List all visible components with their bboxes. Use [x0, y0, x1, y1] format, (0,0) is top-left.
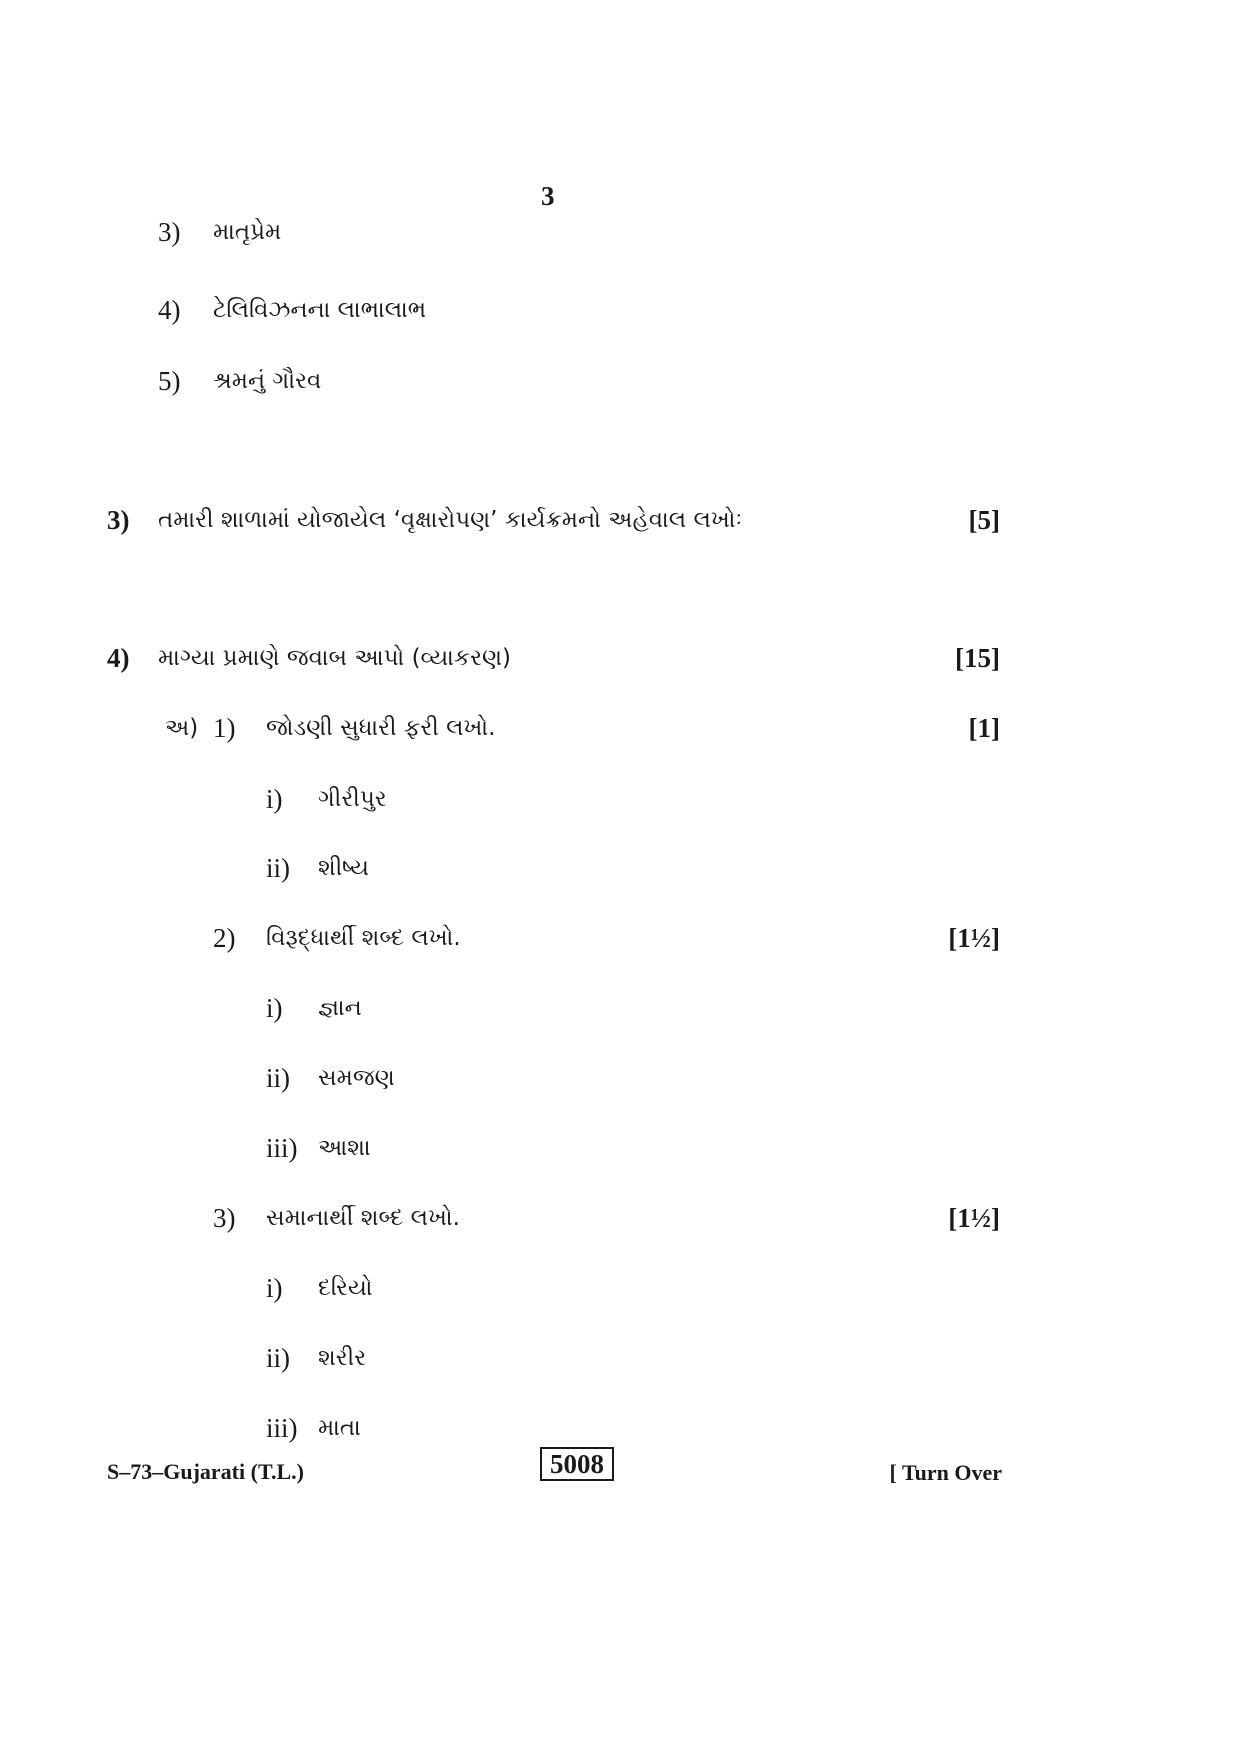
item-number: i) — [266, 993, 283, 1023]
item-number: i) — [266, 784, 283, 814]
item-number: ii) — [266, 853, 290, 883]
item-number: ii) — [266, 1063, 290, 1093]
part-marks: [1] — [968, 713, 1000, 743]
topic-text: ટેલિવિઝનના લાભાલાભ — [213, 297, 427, 323]
item-text: શરીર — [318, 1345, 367, 1371]
item-text: સમજણ — [318, 1065, 395, 1091]
item-number: iii) — [266, 1133, 298, 1163]
footer-turn-over: [ Turn Over — [889, 1460, 1002, 1485]
item-text: દરિયો — [318, 1275, 373, 1301]
question-marks: [5] — [968, 505, 1000, 535]
part-text: જોડણી સુધારી ફરી લખો. — [266, 715, 496, 741]
question-text: તમારી શાળામાં યોજાયેલ ‘વૃક્ષારોપણ’ કાર્યક્રમનો અહેવાલ લખોઃ — [158, 507, 743, 533]
topic-text: શ્રમનું ગૌરવ — [213, 368, 322, 394]
item-number: iii) — [266, 1413, 298, 1443]
footer-booklet-number: 5008 — [540, 1447, 614, 1481]
topic-number: 3) — [158, 217, 181, 247]
item-text: જ્ઞાન — [318, 995, 362, 1021]
item-text: શીષ્ય — [318, 855, 369, 881]
part-text: સમાનાર્થી શબ્દ લખો. — [266, 1205, 460, 1231]
item-text: આશા — [318, 1135, 371, 1161]
topic-number: 5) — [158, 366, 181, 396]
footer-paper-code: S–73–Gujarati (T.L.) — [107, 1459, 304, 1484]
topic-number: 4) — [158, 295, 181, 325]
part-marks: [1½] — [948, 923, 1000, 953]
part-marks: [1½] — [948, 1203, 1000, 1233]
question-marks: [15] — [955, 643, 1000, 673]
question-text: માગ્યા પ્રમાણે જવાબ આપો (વ્યાકરણ) — [158, 645, 512, 671]
item-number: i) — [266, 1273, 283, 1303]
part-text: વિરૂદ્ધાર્થી શબ્દ લખો. — [266, 925, 461, 951]
item-text: માતા — [318, 1415, 361, 1441]
part-number: 1) — [213, 713, 236, 743]
section-label: અ) — [165, 715, 199, 741]
question-number: 3) — [107, 505, 130, 535]
topic-text: માતૃપ્રેમ — [213, 219, 282, 245]
part-number: 3) — [213, 1203, 236, 1233]
item-text: ગીરીપુર — [318, 786, 387, 812]
page-number: 3 — [541, 181, 555, 211]
question-number: 4) — [107, 643, 130, 673]
item-number: ii) — [266, 1343, 290, 1373]
part-number: 2) — [213, 923, 236, 953]
